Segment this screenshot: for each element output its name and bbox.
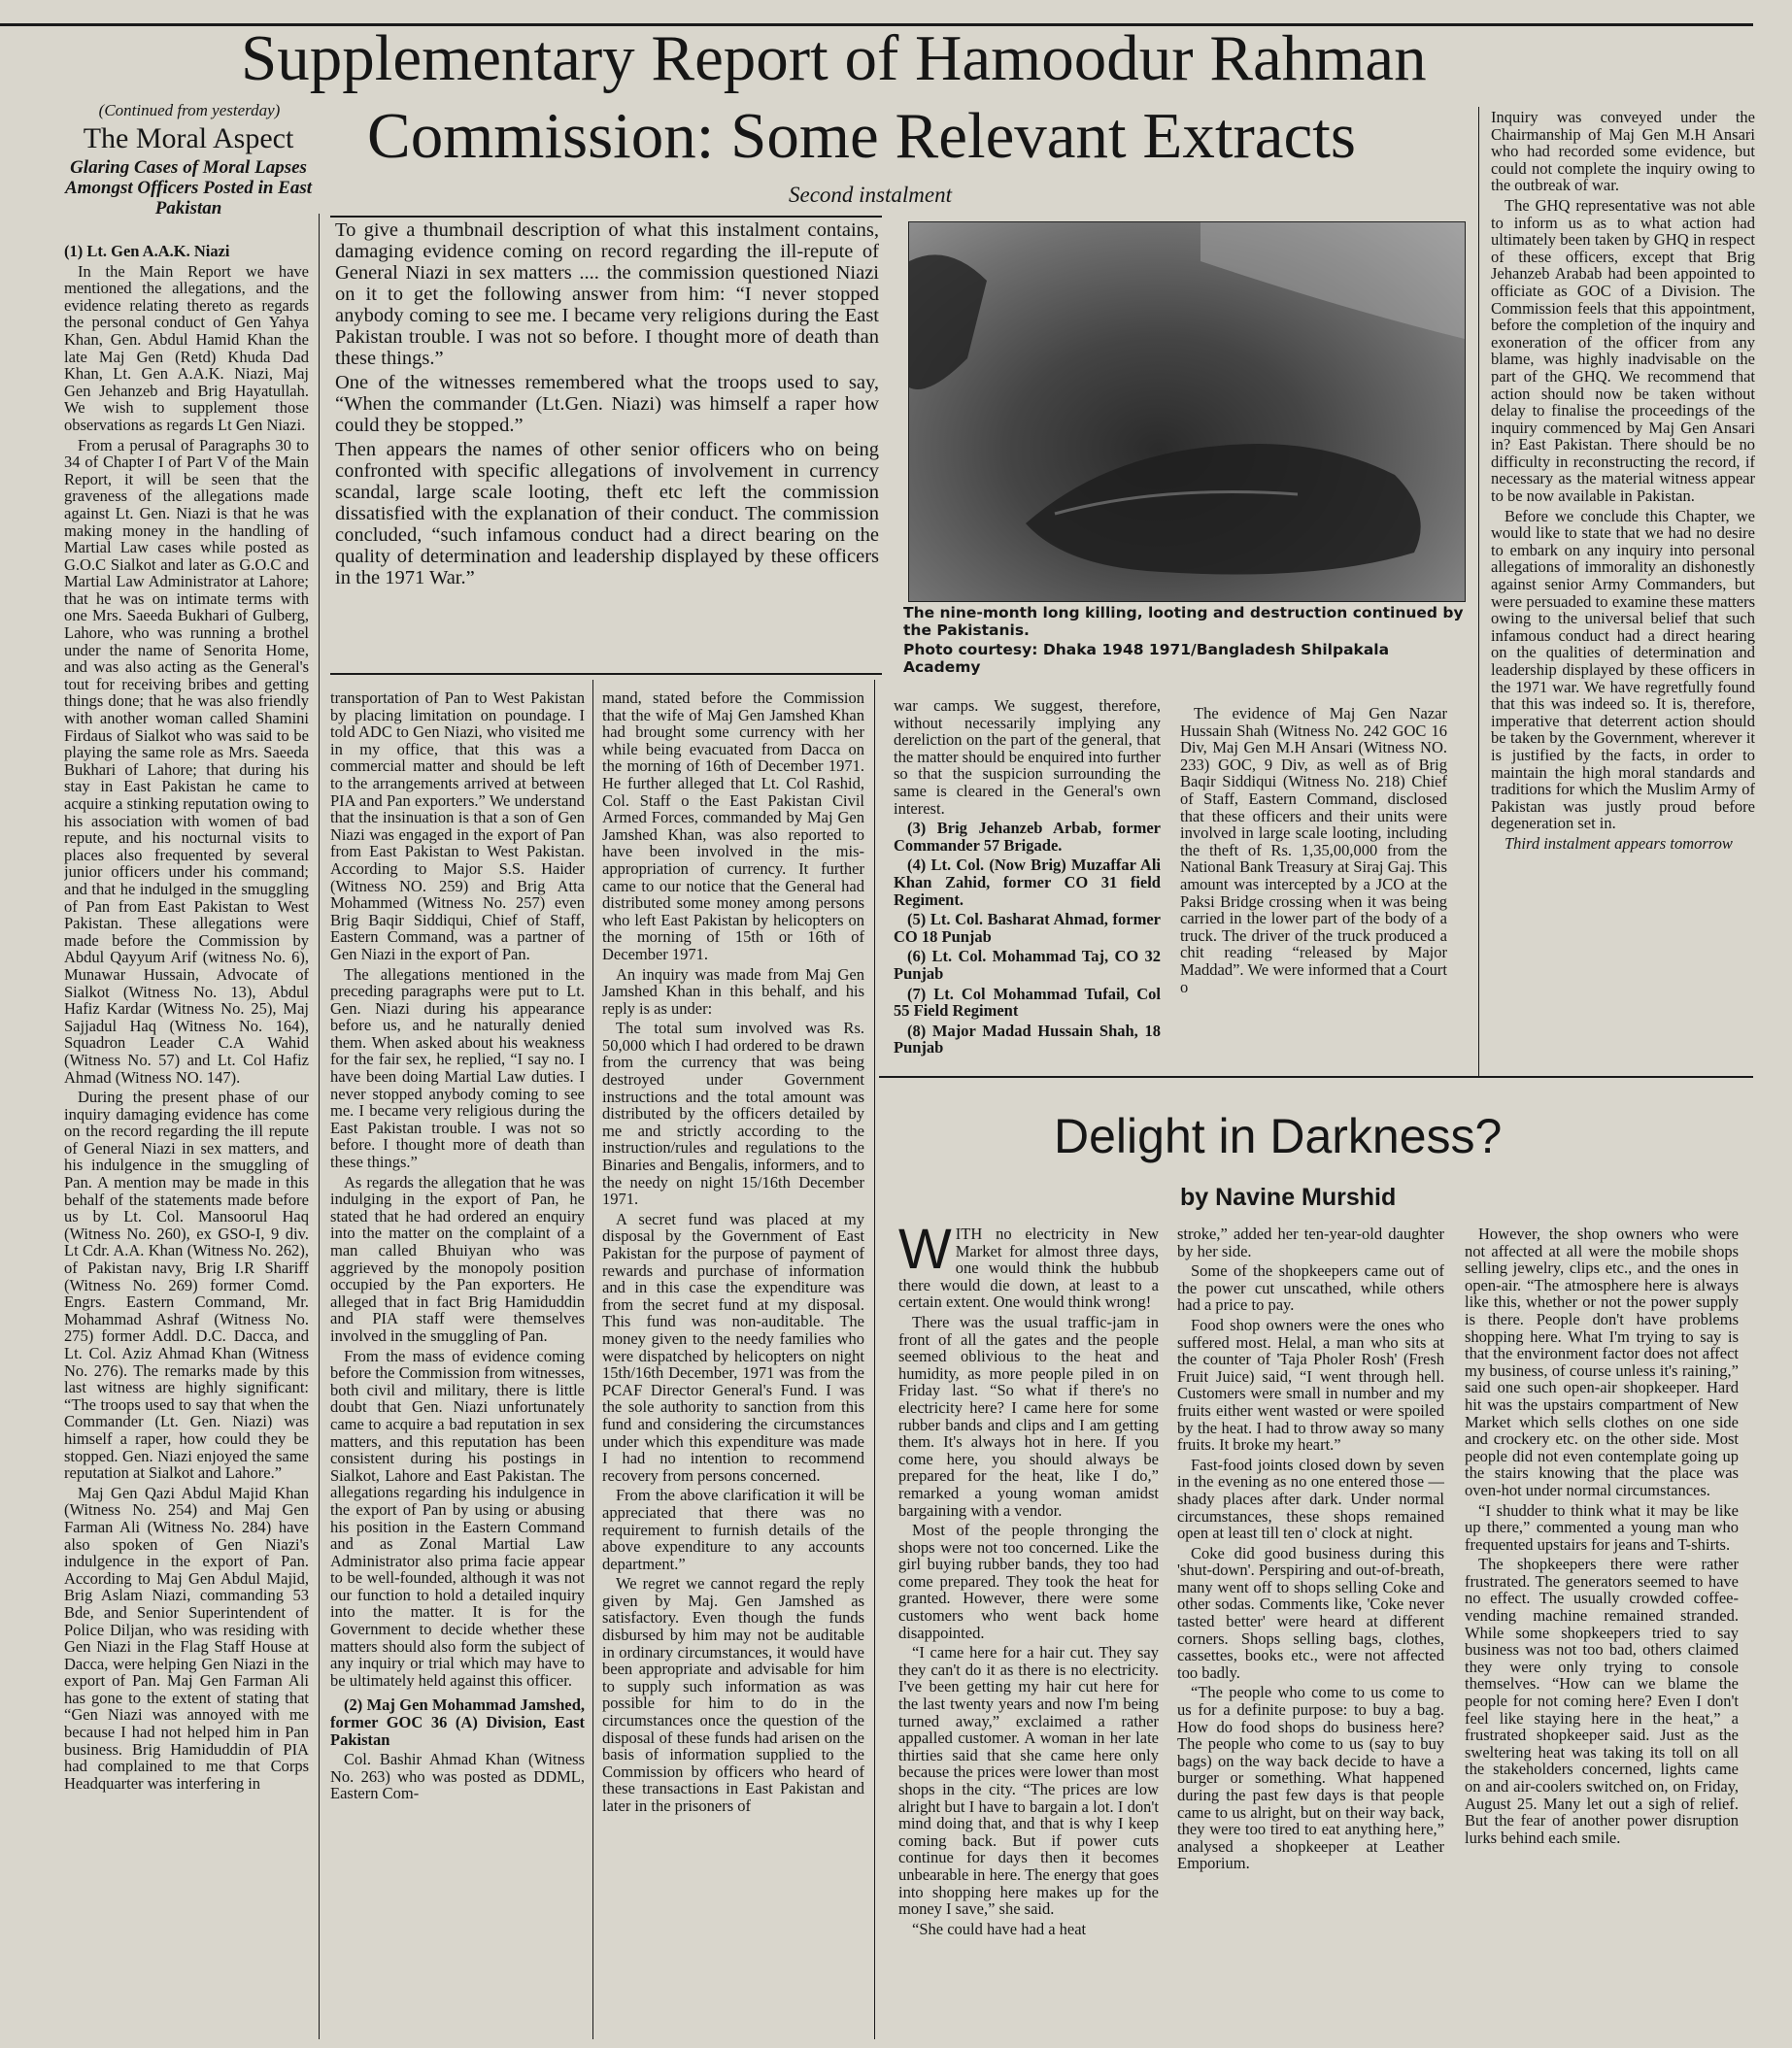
paragraph: war camps. We suggest, therefore, without necessarily implying any dereliction on the part of the general, that the matter should be enquired into further so that the suspicion surrounding the same is cleared in the General's own interest. [894, 697, 1161, 818]
paragraph: The shopkeepers there were rather frustrated. The generators seemed to have no effect. The usually crowded coffee-vending machine remained stranded. While some shopkeepers tried to say business was not too bad, others claimed they were only trying to console themselves. “How can we blame the people for not coming here? Even I don't feel like staying here in the heat,” a frustrated shopkeeper said. Just as the sweltering heat was taking its toll on all the stakeholders concerned, lights came on and air-coolers switched on, on Friday, August 25. Many let out a sigh of relief. But the fear of another power disruption lurks behind each smile. [1465, 1555, 1739, 1847]
paragraph: transportation of Pan to West Pakistan by placing limitation on poundage. I told ADC to Gen Niazi, who visited me in my office, that this was a commercial matter and should be left to the arrangements arrived at between PIA and Pan exporters.” We understand that the insinuation is that a son of Gen Niazi was engaged in the export of Pan from East Pakistan to West Pakistan. According to Major S.S. Haider (Witness NO. 259) and Brig Atta Mohammed (Witness No. 257) even Brig Baqir Siddiqui, Chief of Staff, Eastern Command, was a partner of Gen Niazi in the export of Pan. [330, 689, 585, 963]
second-column-2 [1177, 1225, 1444, 2036]
paragraph: mand, stated before the Commission that the wife of Maj Gen Jamshed Khan had brought some currency with her while being evacuated from Dacca on the morning of 16th of December 1971. He further alleged that Lt. Col Rashid, Col. Staff o the East Pakistan Civil Armed Forces, commanded by Maj Gen Jamshed Khan, was also reported to have been involved in the mis-appropriation of currency. It further came to our notice that the General had distributed some money among persons who left East Pakistan by helicopters on the morning of 15th or 16th of December 1971. [602, 689, 864, 963]
main-column-5 [1180, 705, 1447, 1068]
paragraph-dropcap: WITH no electricity in New Market for almost three days, one would think the hubbub there would die down, at least to a certain extent. One would think wrong! [898, 1225, 1159, 1312]
paragraph: “She could have had a heat [912, 1919, 1087, 1938]
section-title: The Moral Aspect [83, 122, 294, 154]
intro-top-rule [330, 216, 882, 218]
intro-paragraph: To give a thumbnail description of what this instalment contains, damaging evidence coming on record regarding the ill-repute of General Niazi in sex matters .... the commission questioned Niazi on it to get the following answer from him: “I never stopped anybody coming to see me. I became very religions during the East Pakistan trouble. I was not so before. I thought more of death than these things.” [335, 219, 879, 369]
continued-note: (Continued from yesterday) [98, 101, 281, 119]
main-column-4 [894, 697, 1161, 1068]
paragraph: The total sum involved was Rs. 50,000 which I had ordered to be drawn from the currency that was being destroyed under Government instructions and the total amount was distributed by the officers detailed by me and strictly according to the instruction/rules and regulations to the Binaries and Bengalis, informers, and to the needy on night 15/16th December 1971. [602, 1019, 864, 1209]
headline-line1: Supplementary Report of Hamoodur Rahman [241, 22, 1427, 94]
paragraph: Most of the people thronging the shops were not too concerned. Like the girl buying rubber bands, they too had come prepared. They took the heat for granted. However, there were some customers who went back home disappointed. [898, 1521, 1159, 1642]
photo-caption: The nine-month long killing, looting and destruction continued by the Pakistanis. [903, 604, 1464, 639]
intro-box [335, 219, 879, 666]
officer-list-item: (5) Lt. Col. Basharat Ahmad, former CO 18 Punjab [894, 910, 1161, 946]
paragraph: From the above clarification it will be appreciated that there was no requirement to furnish details of the above expenditure to any accounts department.” [602, 1486, 864, 1573]
paragraph: Fast-food joints closed down by seven in the evening as no one entered those — shady places after dark. Under normal circumstances, these shops remained open at least till ten o' clock at night. [1177, 1455, 1444, 1543]
headline-line2: Commission: Some Relevant Extracts [367, 100, 1356, 172]
officer-list-item: (8) Major Madad Hussain Shah, 18 Punjab [894, 1021, 1161, 1058]
subhead-jamshed: (2) Maj Gen Mohammad Jamshed, former GOC 36 (A) Division, East Pakistan [330, 1695, 585, 1749]
paragraph: There was the usual traffic-jam in front of all the gates and the people seemed oblivious to the heat and humidity, as more people piled in on Friday last. “So what if there's no electricity here? I came here for some rubber bands and clips and I am getting them. It's always hot in here. If you come here, you should always be prepared for the heat, like I do,” remarked a young woman amidst bargaining with a vendor. [898, 1312, 1159, 1520]
paragraph: However, the shop owners who were not affected at all were the mobile shops selling jewelry, clips etc., and the ones in open-air. “The atmosphere here is always like this, whether or not the power supply is there. People don't have problems shopping here. What I'm trying to say is that the environment factor does not affect my business, of course unless it's raining,” said one such open-air shopkeeper. Hard hit was the upstairs compartment of New Market which sells clothes on one side and crockery etc. on the other side. Most people did not even contemplate going up the stairs knowing that the place was oven-hot under normal circumstances. [1465, 1225, 1739, 1499]
paragraph: An inquiry was made from Maj Gen Jamshed Khan in this behalf, and his reply is as under: [602, 964, 864, 1018]
paragraph: Coke did good business during this 'shut-down'. Perspiring and out-of-breath, many went off to shops selling Coke and other sodas. Comments like, 'Coke never tasted better' were heard at different corners. Shops selling bags, clothes, cassettes, books etc., were not affected too badly. [1177, 1543, 1444, 1682]
paragraph: Inquiry was conveyed under the Chairmanship of Maj Gen M.H Ansari who had recorded some evidence, but could not complete the inquiry owing to the outbreak of war. [1491, 109, 1755, 195]
article-separator [879, 1076, 1753, 1078]
paragraph: The allegations mentioned in the preceding paragraphs were put to Lt. Gen. Niazi during his appearance before us, and he naturally denied them. When asked about his weakness for the fair sex, he replied, “I say no. I have been doing Martial Law duties. I never stopped anybody coming to see me. I became very religious during the East Pakistan trouble. I was not so before. I thought more of death than these things.” [330, 964, 585, 1172]
paragraph: Col. Bashir Ahmad Khan (Witness No. 263) who was posted as DDML, Eastern Com- [330, 1750, 585, 1803]
paragraph: As regards the allegation that he was indulging in the export of Pan, he stated that he had ordered an enquiry into the matter on the complaint of a man called Bhuiyan who was aggrieved by the monopoly position occupied by the Pan exporters. He alleged that in fact Brig Hamiduddin and PIA staff were themselves involved in the smuggling of Pan. [330, 1172, 585, 1345]
second-column-3 [1465, 1225, 1739, 2036]
column-rule [592, 680, 593, 2039]
column-rule [319, 214, 320, 2039]
photo-credit: Photo courtesy: Dhaka 1948 1971/Bangladesh Shilpakala Academy [903, 641, 1390, 676]
paragraph: A secret fund was placed at my disposal by the Government of East Pakistan for the purpose of payment of rewards and purchase of information and in this case the expenditure was from the secret fund at my disposal. This fund was non-auditable. The money given to the needy families who were dispatched by helicopters on night 15th/16th December, 1971 was from the PCAF Director General's Fund. I was the sole authority to sanction from this fund and considering the circumstances under which this expenditure was made I had no intention to recommend recovery from persons concerned. [602, 1209, 864, 1485]
second-article-title: Delight in Darkness? [1054, 1109, 1503, 1163]
column-rule [874, 680, 875, 2039]
officer-list-item: (3) Brig Jehanzeb Arbab, former Commander 57 Brigade. [894, 819, 1161, 855]
paragraph: stroke,” added her ten-year-old daughter by her side. [1177, 1225, 1444, 1260]
intro-paragraph: One of the witnesses remembered what the troops used to say, “When the commander (Lt.Gen. Niazi) was himself a raper how could they be stopped.” [335, 372, 879, 436]
main-column-6 [1491, 109, 1755, 1070]
paragraph: “I shudder to think what it may be like up there,” commented a young man who frequented upstairs for jeans and T-shirts. [1465, 1500, 1739, 1554]
paragraph: In the Main Report we have mentioned the allegations, and the evidence relating thereto as regards the personal conduct of Gen Yahya Khan, Gen. Abdul Hamid Khan the late Maj Gen (Retd) Khuda Dad Khan, Lt. Gen A.A.K. Niazi, Maj Gen Jehanzeb and Brig Hayatullah. We wish to supplement those observations as regards Lt Gen Niazi. [64, 261, 309, 434]
officer-list-item: (6) Lt. Col. Mohammad Taj, CO 32 Punjab [894, 947, 1161, 983]
paragraph: Some of the shopkeepers came out of the power cut unscathed, while others had a price to pay. [1177, 1261, 1444, 1315]
section-subtitle: Glaring Cases of Moral Lapses Amongst Officers Posted in East Pakistan [64, 157, 313, 218]
photo-illustration [909, 222, 1465, 601]
news-photo [908, 221, 1466, 602]
intro-bottom-rule [330, 673, 882, 675]
main-column-2 [330, 689, 585, 2034]
officer-list-item: (7) Lt. Col Mohammad Tufail, Col 55 Field Regiment [894, 984, 1161, 1021]
subhead-niazi: (1) Lt. Gen A.A.K. Niazi [64, 243, 230, 260]
paragraph: “I came here for a hair cut. They say they can't do it as there is no electricity. I've been getting my hair cut here for the last twenty years and now I'm being turned away,” exclaimed a rather appalled customer. A woman in her late thirties said that she came here only because the prices were lower than most shops in the city. “The prices are low alright but I have to bargain a lot. I don't mind doing that, and that is why I keep coming back. But if power cuts continue for days then it becomes unbearable in here. The energy that goes into shopping here makes up for the money I save,” she said. [898, 1643, 1159, 1919]
column-rule [1478, 107, 1479, 1078]
paragraph: “The people who come to us come to us for a definite purpose: to buy a bag. How do food shops do business here? The people who come to us (say to buy bags) on the way back decide to have a burger or something. What happened during the past few days is that people came to us alright, but on their way back, they were too tired to eat anything here,” analysed a shopkeeper at Leather Emporium. [1177, 1683, 1444, 1873]
paragraph: Food shop owners were the ones who suffered most. Helal, a man who sits at the counter of 'Taja Pholer Rosh' (Fresh Fruit Juice) said, “I went through hell. Customers were small in number and my fruits either went wasted or were spoiled by the heat. I had to throw away so many fruits. It broke my heart.” [1177, 1315, 1444, 1455]
second-column-1 [898, 1225, 1159, 2036]
paragraph: The GHQ representative was not able to inform us as to what action had ultimately been taken by GHQ in respect of these officers, except that Brig Jehanzeb Arabab had been appointed to officiate as GOC of a Division. The Commission feels that this appointment, before the completion of the inquiry and exoneration of the officer from any blame, was highly inadvisable on the part of the GHQ. We recommend that action should now be taken without delay to finalise the proceedings of the inquiry commenced by Maj Gen Ansari in? East Pakistan. There should be no difficulty in reconstructing the record, if necessary as the material witness appear to be now available in Pakistan. [1491, 195, 1755, 506]
paragraph: Before we conclude this Chapter, we would like to state that we had no desire to embark on any inquiry into personal allegations of immorality an dishonestly against senior Army Commanders, but were persuaded to examine these matters owing to the universal belief that such infamous conduct had a direct hearing on the qualities of determination and leadership displayed by these officers in the 1971 war. We have regretfully found that this was indeed so. It is, therefore, imperative that deterrent action should be taken by the Government, wherever it is justified by the facts, in order to maintain the high moral standards and traditions for which the Muslim Army of Pakistan was justly proud before degeneration set in. [1491, 506, 1755, 833]
intro-paragraph: Then appears the names of other senior officers who on being confronted with specific allegations of involvement in currency scandal, large scale looting, theft etc left the commission dissatisfied with the explanation of their conduct. The commission concluded, “such infamous conduct had a direct bearing on the quality of determination and leadership displayed by these officers in the 1971 War.” [335, 439, 879, 588]
paragraph: The evidence of Maj Gen Nazar Hussain Shah (Witness No. 242 GOC 16 Div, Maj Gen M.H Ansari (Witness NO. 233) GOC, 9 Div, as well as of Brig Baqir Siddiqui (Witness No. 218) Chief of Staff, Eastern Command, disclosed that these officers and their units were involved in large scale looting, including the theft of Rs. 1,35,00,000 from the National Bank Treasury at Siraj Gaj. This amount was intercepted by a JCO at the Paksi Bridge crossing when it was being carried in the lower part of the body of a truck. The driver of the truck produced a chit reading “released by Major Maddad”. We were informed that a Court o [1180, 705, 1447, 996]
installment-label: Second instalment [789, 183, 952, 207]
officer-list-item: (4) Lt. Col. (Now Brig) Muzaffar Ali Khan Zahid, former CO 31 field Regiment. [894, 856, 1161, 909]
paragraph: From the mass of evidence coming before the Commission from witnesses, both civil and military, there is little doubt that Gen. Niazi unfortunately came to acquire a bad reputation in sex matters, and this reputation has been consistent during his postings in Sialkot, Lahore and East Pakistan. The allegations regarding his indulgence in the export of Pan by using or abusing his position in the Eastern Command and as Zonal Martial Law Administrator also prima facie appear to be well-founded, although it was not our function to hold a detailed inquiry into the matter. It is for the Government to decide whether these matters should also form the subject of any inquiry or trial which may have to be ultimately held against this officer. [330, 1346, 585, 1690]
paragraph: From a perusal of Paragraphs 30 to 34 of Chapter I of Part V of the Main Report, it will be seen that the graveness of the allegations made against Lt. Gen. Niazi is that he was making money in the handling of Martial Law cases while posted as G.O.C Sialkot and later as G.O.C and Martial Law Administrator at Lahore; that he was on intimate terms with one Mrs. Saeeda Bukhari of Gulberg, Lahore, who was running a brothel under the name of Senorita Home, and was also acting as the General's tout for receiving bribes and getting things done; that he was also friendly with another woman called Shamini Firdaus of Sialkot who was said to be playing the same role as Mrs. Saeeda Bukhari of Lahore; that during his stay in East Pakistan he came to acquire a stinking reputation owing to his association with women of bad repute, and his nocturnal visits to places also frequented by several junior officers under his command; and that he indulged in the smuggling of Pan from East Pakistan to West Pakistan. These allegations were made before the Commission by Abdul Qayyum Arif (witness No. 6), Munawar Hussain, Advocate of Sialkot (Witness No. 13), Abdul Hafiz Kardar (Witness No. 25), Maj Sajjadul Haq (Witness No. 164), Squadron Leader C.A Wahid (Witness No. 57) and Lt. Col Hafiz Ahmad (Witness NO. 147). [64, 435, 309, 1087]
paragraph: Maj Gen Qazi Abdul Majid Khan (Witness No. 254) and Maj Gen Farman Ali (Witness No. 284) have also spoken of Gen Niazi's indulgence in the export of Pan. According to Maj Gen Abdul Majid, Brig Aslam Niazi, commanding 53 Bde, and Senior Superintendent of Police Diljan, who was residing with Gen Niazi in the Flag Staff House at Dacca, were helping Gen Niazi in the export of Pan. Maj Gen Farman Ali has gone to the extent of stating that “Gen Niazi was annoyed with me because I had not helped him in Pan business. Brig Hamiduddin of PIA had complained to me that Corps Headquarter was interfering in [64, 1483, 309, 1793]
paragraph: We regret we cannot regard the reply given by Maj. Gen Jamshed as satisfactory. Even though the funds disbursed by him may not be auditable in ordinary circumstances, it would have been appropriate and advisable for him to supply such information as was possible for him to do in the circumstances once the question of the disposal of these funds had arisen on the basis of information supplied to the Commission by officers who heard of these transactions in East Pakistan and later in the prisoners of [602, 1574, 864, 1815]
next-instalment-note: Third instalment appears tomorrow [1505, 833, 1733, 853]
paragraph: During the present phase of our inquiry damaging evidence has come on the record regarding the ill repute of General Niazi in sex matters, and his indulgence in the smuggling of Pan. A mention may be made in this behalf of the statements made before us by Lt. Col. Mansoorul Haq (Witness No. 260), ex GSO-I, 9 div. Lt Cdr. A.A. Khan (Witness No. 262), of Pakistan navy, Brig I.R Shariff (Witness No. 269) former Comd. Engrs. Eastern Command, Mr. Mohammad Ashraf (Witness No. 275) former Addl. D.C. Dacca, and Lt. Col. Aziz Ahmad Khan (Witness No. 276). The remarks made by this last witness are highly significant: “The troops used to say that when the Commander (Lt. Gen. Niazi) was himself a raper, how could they be stopped. Gen. Niazi enjoyed the same reputation at Sialkot and Lahore.” [64, 1088, 309, 1483]
main-column-3 [602, 689, 864, 2034]
main-column-1 [64, 243, 309, 2034]
second-article-byline: by Navine Murshid [1180, 1184, 1397, 1211]
